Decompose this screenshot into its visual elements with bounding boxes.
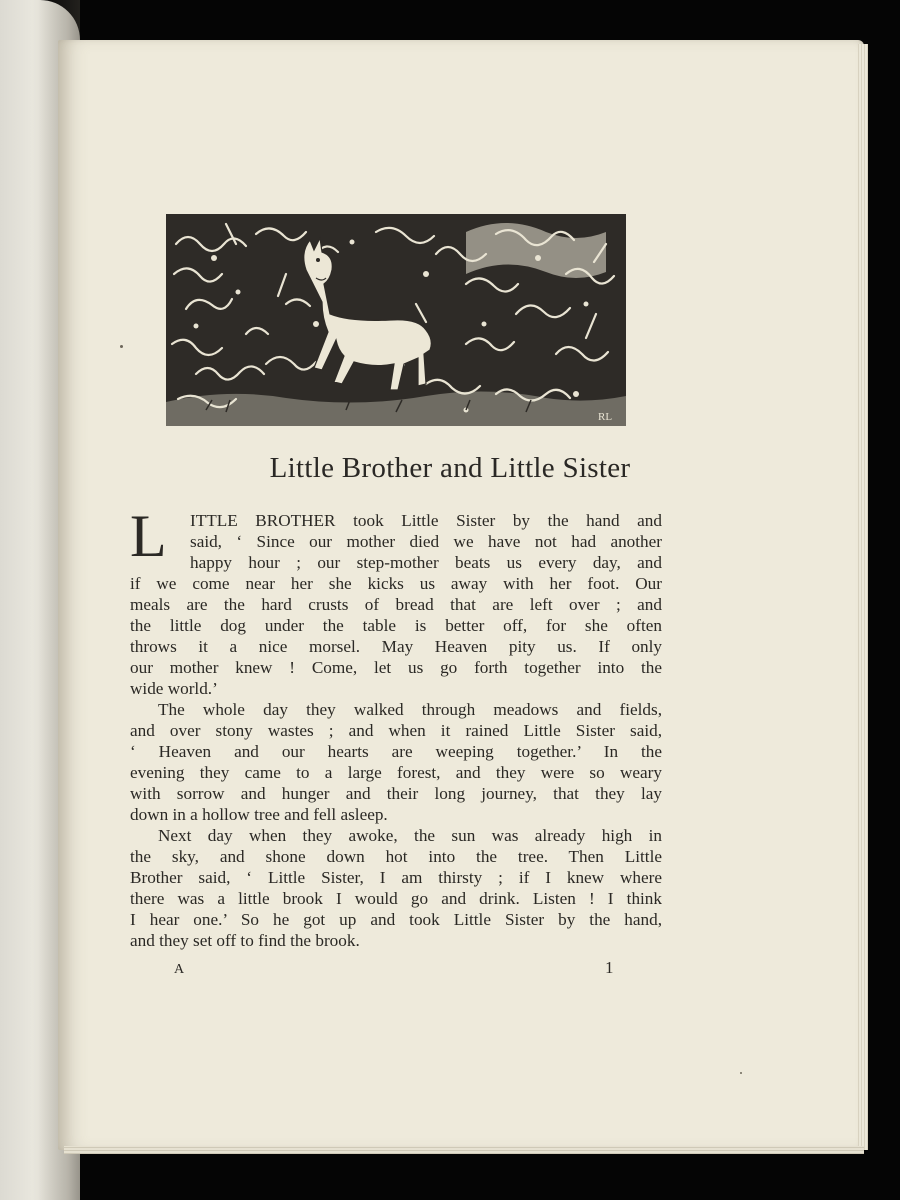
text-line: and they set off to find the brook. [130, 931, 360, 950]
text-line: Next day when they awoke, the sun was already high in [158, 826, 662, 845]
woodcut-illustration [166, 214, 626, 426]
signature-mark: A [174, 962, 185, 977]
body-text [130, 510, 662, 951]
text-line: ‘ Heaven and our hearts are weeping together.’ In the [130, 742, 662, 761]
text-line: Brother said, ‘ Little Sister, I am thirsty ; if I knew where [130, 868, 662, 887]
text-line: I hear one.’ So he got up and took Little Sister by the hand, [130, 910, 662, 929]
text-line: there was a little brook I would go and drink. Listen ! I think [130, 889, 662, 908]
paper-speck [120, 345, 123, 348]
text-line: evening they came to a large forest, and they were so weary [130, 763, 662, 782]
text-line: ITTLE BROTHER took Little Sister by the hand and [190, 511, 662, 530]
woodcut-monogram: RL [598, 411, 613, 423]
text-line: the little dog under the table is better off, for she often [130, 616, 662, 635]
text-line: and over stony wastes ; and when it rained Little Sister said, [130, 721, 662, 740]
chapter-title: Little Brother and Little Sister [269, 452, 631, 484]
text-line: down in a hollow tree and fell asleep. [130, 805, 388, 824]
drop-cap: L [130, 503, 167, 569]
text-line: said, ‘ Since our mother died we have not had another [190, 532, 662, 551]
text-line: happy hour ; our step-mother beats us every day, and [190, 553, 662, 572]
text-line: if we come near her she kicks us away with her foot. Our [130, 574, 662, 593]
text-line: throws it a nice morsel. May Heaven pity us. If only [130, 637, 662, 656]
paper-speck [740, 1072, 742, 1074]
text-line: with sorrow and hunger and their long journey, that they lay [130, 784, 662, 803]
text-line: wide world.’ [130, 679, 218, 698]
page-fore-edge [858, 44, 868, 1150]
text-line: The whole day they walked through meadows and fields, [158, 700, 662, 719]
text-line: the sky, and shone down hot into the tree. Then Little [130, 847, 662, 866]
text-line: our mother knew ! Come, let us go forth together into the [130, 658, 662, 677]
page-number: 1 [605, 958, 614, 977]
page-bottom-edge [64, 1146, 864, 1154]
text-line: meals are the hard crusts of bread that are left over ; and [130, 595, 662, 614]
